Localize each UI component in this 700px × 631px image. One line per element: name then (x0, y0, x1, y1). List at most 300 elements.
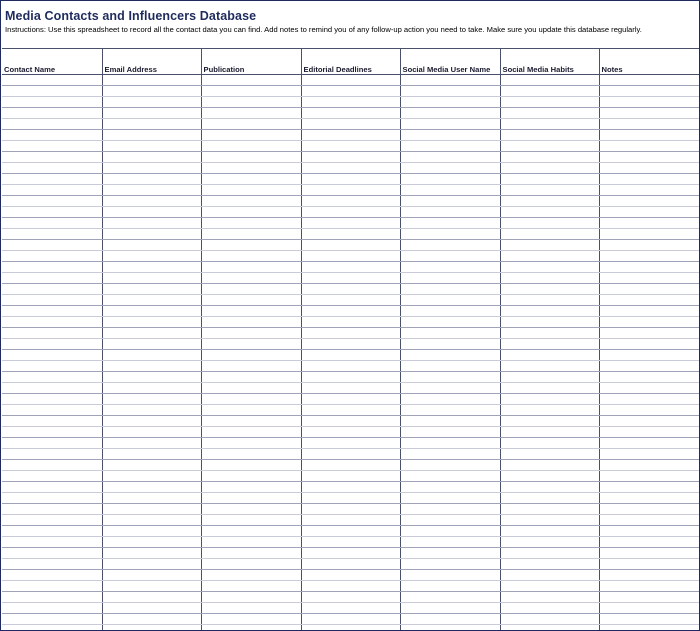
cell-social-media-habits[interactable] (500, 504, 599, 515)
cell-social-media-user-name[interactable] (400, 152, 500, 163)
cell-notes[interactable] (599, 119, 699, 130)
cell-social-media-habits[interactable] (500, 405, 599, 416)
cell-contact-name[interactable] (2, 97, 102, 108)
cell-publication[interactable] (201, 163, 301, 174)
cell-editorial-deadlines[interactable] (301, 350, 400, 361)
cell-social-media-user-name[interactable] (400, 460, 500, 471)
cell-publication[interactable] (201, 339, 301, 350)
cell-editorial-deadlines[interactable] (301, 339, 400, 350)
cell-publication[interactable] (201, 306, 301, 317)
cell-editorial-deadlines[interactable] (301, 284, 400, 295)
cell-contact-name[interactable] (2, 251, 102, 262)
cell-publication[interactable] (201, 240, 301, 251)
cell-notes[interactable] (599, 306, 699, 317)
cell-publication[interactable] (201, 229, 301, 240)
cell-social-media-user-name[interactable] (400, 416, 500, 427)
cell-contact-name[interactable] (2, 625, 102, 631)
column-header-publication[interactable]: Publication (201, 49, 301, 75)
cell-notes[interactable] (599, 482, 699, 493)
cell-email-address[interactable] (102, 460, 201, 471)
cell-contact-name[interactable] (2, 592, 102, 603)
cell-notes[interactable] (599, 229, 699, 240)
cell-email-address[interactable] (102, 416, 201, 427)
cell-editorial-deadlines[interactable] (301, 416, 400, 427)
cell-notes[interactable] (599, 372, 699, 383)
cell-editorial-deadlines[interactable] (301, 306, 400, 317)
cell-social-media-habits[interactable] (500, 240, 599, 251)
cell-social-media-habits[interactable] (500, 339, 599, 350)
cell-social-media-habits[interactable] (500, 284, 599, 295)
cell-social-media-habits[interactable] (500, 548, 599, 559)
cell-social-media-user-name[interactable] (400, 372, 500, 383)
cell-editorial-deadlines[interactable] (301, 504, 400, 515)
cell-publication[interactable] (201, 394, 301, 405)
cell-publication[interactable] (201, 130, 301, 141)
cell-notes[interactable] (599, 625, 699, 631)
cell-social-media-user-name[interactable] (400, 251, 500, 262)
cell-notes[interactable] (599, 526, 699, 537)
cell-editorial-deadlines[interactable] (301, 262, 400, 273)
cell-notes[interactable] (599, 383, 699, 394)
cell-publication[interactable] (201, 526, 301, 537)
cell-contact-name[interactable] (2, 196, 102, 207)
cell-email-address[interactable] (102, 372, 201, 383)
cell-editorial-deadlines[interactable] (301, 141, 400, 152)
cell-contact-name[interactable] (2, 504, 102, 515)
cell-social-media-user-name[interactable] (400, 240, 500, 251)
cell-social-media-user-name[interactable] (400, 328, 500, 339)
cell-editorial-deadlines[interactable] (301, 328, 400, 339)
cell-social-media-habits[interactable] (500, 438, 599, 449)
cell-social-media-habits[interactable] (500, 295, 599, 306)
cell-notes[interactable] (599, 273, 699, 284)
cell-notes[interactable] (599, 97, 699, 108)
cell-email-address[interactable] (102, 75, 201, 86)
cell-notes[interactable] (599, 130, 699, 141)
cell-publication[interactable] (201, 515, 301, 526)
cell-social-media-habits[interactable] (500, 350, 599, 361)
cell-social-media-habits[interactable] (500, 427, 599, 438)
cell-email-address[interactable] (102, 207, 201, 218)
cell-editorial-deadlines[interactable] (301, 86, 400, 97)
cell-editorial-deadlines[interactable] (301, 548, 400, 559)
cell-publication[interactable] (201, 493, 301, 504)
cell-editorial-deadlines[interactable] (301, 218, 400, 229)
cell-notes[interactable] (599, 416, 699, 427)
cell-social-media-user-name[interactable] (400, 262, 500, 273)
cell-publication[interactable] (201, 185, 301, 196)
cell-publication[interactable] (201, 119, 301, 130)
cell-notes[interactable] (599, 405, 699, 416)
cell-notes[interactable] (599, 328, 699, 339)
cell-social-media-habits[interactable] (500, 416, 599, 427)
cell-social-media-user-name[interactable] (400, 570, 500, 581)
cell-notes[interactable] (599, 460, 699, 471)
cell-email-address[interactable] (102, 559, 201, 570)
cell-notes[interactable] (599, 284, 699, 295)
cell-social-media-habits[interactable] (500, 218, 599, 229)
cell-social-media-user-name[interactable] (400, 548, 500, 559)
cell-email-address[interactable] (102, 570, 201, 581)
cell-publication[interactable] (201, 196, 301, 207)
cell-notes[interactable] (599, 317, 699, 328)
cell-social-media-user-name[interactable] (400, 581, 500, 592)
cell-publication[interactable] (201, 383, 301, 394)
cell-contact-name[interactable] (2, 218, 102, 229)
cell-email-address[interactable] (102, 482, 201, 493)
cell-email-address[interactable] (102, 471, 201, 482)
cell-email-address[interactable] (102, 108, 201, 119)
cell-contact-name[interactable] (2, 482, 102, 493)
cell-email-address[interactable] (102, 306, 201, 317)
cell-contact-name[interactable] (2, 174, 102, 185)
cell-publication[interactable] (201, 482, 301, 493)
cell-contact-name[interactable] (2, 493, 102, 504)
cell-notes[interactable] (599, 240, 699, 251)
cell-notes[interactable] (599, 108, 699, 119)
cell-social-media-user-name[interactable] (400, 350, 500, 361)
cell-notes[interactable] (599, 251, 699, 262)
cell-contact-name[interactable] (2, 515, 102, 526)
cell-social-media-user-name[interactable] (400, 449, 500, 460)
cell-publication[interactable] (201, 559, 301, 570)
cell-notes[interactable] (599, 86, 699, 97)
cell-email-address[interactable] (102, 86, 201, 97)
cell-email-address[interactable] (102, 229, 201, 240)
cell-publication[interactable] (201, 97, 301, 108)
cell-editorial-deadlines[interactable] (301, 427, 400, 438)
cell-publication[interactable] (201, 427, 301, 438)
cell-publication[interactable] (201, 141, 301, 152)
cell-notes[interactable] (599, 207, 699, 218)
cell-social-media-habits[interactable] (500, 196, 599, 207)
cell-contact-name[interactable] (2, 152, 102, 163)
cell-social-media-habits[interactable] (500, 372, 599, 383)
cell-contact-name[interactable] (2, 75, 102, 86)
cell-publication[interactable] (201, 350, 301, 361)
cell-publication[interactable] (201, 537, 301, 548)
cell-notes[interactable] (599, 75, 699, 86)
cell-contact-name[interactable] (2, 119, 102, 130)
cell-social-media-user-name[interactable] (400, 339, 500, 350)
cell-publication[interactable] (201, 295, 301, 306)
cell-publication[interactable] (201, 108, 301, 119)
cell-social-media-user-name[interactable] (400, 493, 500, 504)
cell-social-media-habits[interactable] (500, 570, 599, 581)
cell-notes[interactable] (599, 427, 699, 438)
cell-notes[interactable] (599, 262, 699, 273)
cell-email-address[interactable] (102, 504, 201, 515)
cell-social-media-user-name[interactable] (400, 537, 500, 548)
cell-publication[interactable] (201, 416, 301, 427)
cell-social-media-user-name[interactable] (400, 383, 500, 394)
cell-email-address[interactable] (102, 614, 201, 625)
cell-editorial-deadlines[interactable] (301, 438, 400, 449)
cell-notes[interactable] (599, 504, 699, 515)
cell-contact-name[interactable] (2, 130, 102, 141)
cell-editorial-deadlines[interactable] (301, 515, 400, 526)
cell-email-address[interactable] (102, 339, 201, 350)
cell-publication[interactable] (201, 174, 301, 185)
cell-social-media-habits[interactable] (500, 592, 599, 603)
cell-email-address[interactable] (102, 526, 201, 537)
cell-email-address[interactable] (102, 163, 201, 174)
cell-notes[interactable] (599, 548, 699, 559)
cell-email-address[interactable] (102, 581, 201, 592)
cell-contact-name[interactable] (2, 416, 102, 427)
cell-social-media-user-name[interactable] (400, 625, 500, 631)
cell-editorial-deadlines[interactable] (301, 196, 400, 207)
cell-contact-name[interactable] (2, 339, 102, 350)
cell-email-address[interactable] (102, 141, 201, 152)
cell-publication[interactable] (201, 361, 301, 372)
cell-email-address[interactable] (102, 284, 201, 295)
cell-contact-name[interactable] (2, 581, 102, 592)
cell-email-address[interactable] (102, 152, 201, 163)
cell-publication[interactable] (201, 405, 301, 416)
cell-editorial-deadlines[interactable] (301, 559, 400, 570)
cell-email-address[interactable] (102, 218, 201, 229)
cell-publication[interactable] (201, 86, 301, 97)
cell-notes[interactable] (599, 394, 699, 405)
cell-email-address[interactable] (102, 493, 201, 504)
cell-social-media-user-name[interactable] (400, 86, 500, 97)
cell-social-media-user-name[interactable] (400, 482, 500, 493)
cell-publication[interactable] (201, 218, 301, 229)
cell-social-media-habits[interactable] (500, 460, 599, 471)
cell-notes[interactable] (599, 295, 699, 306)
cell-email-address[interactable] (102, 394, 201, 405)
cell-contact-name[interactable] (2, 229, 102, 240)
cell-editorial-deadlines[interactable] (301, 372, 400, 383)
cell-social-media-user-name[interactable] (400, 559, 500, 570)
cell-editorial-deadlines[interactable] (301, 174, 400, 185)
cell-social-media-habits[interactable] (500, 97, 599, 108)
cell-social-media-habits[interactable] (500, 152, 599, 163)
cell-publication[interactable] (201, 317, 301, 328)
cell-editorial-deadlines[interactable] (301, 526, 400, 537)
cell-editorial-deadlines[interactable] (301, 163, 400, 174)
cell-social-media-habits[interactable] (500, 207, 599, 218)
cell-contact-name[interactable] (2, 317, 102, 328)
cell-editorial-deadlines[interactable] (301, 152, 400, 163)
cell-notes[interactable] (599, 559, 699, 570)
cell-social-media-user-name[interactable] (400, 526, 500, 537)
cell-email-address[interactable] (102, 361, 201, 372)
cell-social-media-habits[interactable] (500, 471, 599, 482)
cell-email-address[interactable] (102, 350, 201, 361)
cell-publication[interactable] (201, 207, 301, 218)
cell-email-address[interactable] (102, 273, 201, 284)
cell-publication[interactable] (201, 328, 301, 339)
cell-social-media-user-name[interactable] (400, 515, 500, 526)
cell-social-media-user-name[interactable] (400, 405, 500, 416)
cell-publication[interactable] (201, 625, 301, 631)
cell-social-media-user-name[interactable] (400, 174, 500, 185)
cell-notes[interactable] (599, 570, 699, 581)
cell-editorial-deadlines[interactable] (301, 460, 400, 471)
cell-notes[interactable] (599, 196, 699, 207)
cell-editorial-deadlines[interactable] (301, 471, 400, 482)
cell-social-media-habits[interactable] (500, 108, 599, 119)
cell-publication[interactable] (201, 438, 301, 449)
cell-editorial-deadlines[interactable] (301, 405, 400, 416)
cell-social-media-habits[interactable] (500, 537, 599, 548)
cell-notes[interactable] (599, 361, 699, 372)
cell-social-media-habits[interactable] (500, 493, 599, 504)
column-header-email-address[interactable]: Email Address (102, 49, 201, 75)
cell-contact-name[interactable] (2, 328, 102, 339)
cell-editorial-deadlines[interactable] (301, 317, 400, 328)
cell-editorial-deadlines[interactable] (301, 97, 400, 108)
cell-publication[interactable] (201, 460, 301, 471)
cell-contact-name[interactable] (2, 570, 102, 581)
cell-notes[interactable] (599, 449, 699, 460)
cell-email-address[interactable] (102, 427, 201, 438)
cell-contact-name[interactable] (2, 548, 102, 559)
cell-contact-name[interactable] (2, 559, 102, 570)
cell-contact-name[interactable] (2, 163, 102, 174)
cell-editorial-deadlines[interactable] (301, 482, 400, 493)
cell-notes[interactable] (599, 493, 699, 504)
cell-social-media-habits[interactable] (500, 141, 599, 152)
cell-social-media-habits[interactable] (500, 262, 599, 273)
cell-email-address[interactable] (102, 174, 201, 185)
cell-social-media-user-name[interactable] (400, 185, 500, 196)
cell-editorial-deadlines[interactable] (301, 130, 400, 141)
cell-contact-name[interactable] (2, 383, 102, 394)
cell-publication[interactable] (201, 614, 301, 625)
column-header-social-media-user-name[interactable]: Social Media User Name (400, 49, 500, 75)
cell-contact-name[interactable] (2, 526, 102, 537)
cell-social-media-habits[interactable] (500, 625, 599, 631)
cell-editorial-deadlines[interactable] (301, 493, 400, 504)
cell-editorial-deadlines[interactable] (301, 449, 400, 460)
cell-social-media-habits[interactable] (500, 581, 599, 592)
cell-publication[interactable] (201, 449, 301, 460)
cell-editorial-deadlines[interactable] (301, 75, 400, 86)
cell-notes[interactable] (599, 163, 699, 174)
cell-notes[interactable] (599, 218, 699, 229)
cell-contact-name[interactable] (2, 372, 102, 383)
cell-publication[interactable] (201, 372, 301, 383)
cell-publication[interactable] (201, 504, 301, 515)
cell-email-address[interactable] (102, 449, 201, 460)
cell-notes[interactable] (599, 537, 699, 548)
cell-editorial-deadlines[interactable] (301, 251, 400, 262)
cell-social-media-habits[interactable] (500, 526, 599, 537)
cell-social-media-habits[interactable] (500, 119, 599, 130)
cell-social-media-habits[interactable] (500, 383, 599, 394)
cell-social-media-user-name[interactable] (400, 592, 500, 603)
cell-social-media-user-name[interactable] (400, 603, 500, 614)
cell-email-address[interactable] (102, 603, 201, 614)
cell-email-address[interactable] (102, 196, 201, 207)
cell-contact-name[interactable] (2, 86, 102, 97)
cell-editorial-deadlines[interactable] (301, 108, 400, 119)
cell-contact-name[interactable] (2, 306, 102, 317)
cell-editorial-deadlines[interactable] (301, 240, 400, 251)
cell-social-media-user-name[interactable] (400, 218, 500, 229)
cell-contact-name[interactable] (2, 614, 102, 625)
cell-contact-name[interactable] (2, 603, 102, 614)
cell-social-media-user-name[interactable] (400, 306, 500, 317)
cell-editorial-deadlines[interactable] (301, 581, 400, 592)
cell-notes[interactable] (599, 185, 699, 196)
cell-social-media-habits[interactable] (500, 515, 599, 526)
cell-social-media-user-name[interactable] (400, 163, 500, 174)
cell-social-media-habits[interactable] (500, 174, 599, 185)
cell-notes[interactable] (599, 141, 699, 152)
cell-notes[interactable] (599, 471, 699, 482)
cell-contact-name[interactable] (2, 394, 102, 405)
cell-email-address[interactable] (102, 251, 201, 262)
cell-email-address[interactable] (102, 317, 201, 328)
cell-social-media-habits[interactable] (500, 306, 599, 317)
cell-publication[interactable] (201, 152, 301, 163)
cell-social-media-user-name[interactable] (400, 471, 500, 482)
cell-social-media-habits[interactable] (500, 75, 599, 86)
cell-social-media-user-name[interactable] (400, 196, 500, 207)
cell-social-media-user-name[interactable] (400, 97, 500, 108)
cell-email-address[interactable] (102, 548, 201, 559)
cell-social-media-user-name[interactable] (400, 273, 500, 284)
cell-social-media-user-name[interactable] (400, 75, 500, 86)
cell-social-media-user-name[interactable] (400, 108, 500, 119)
cell-email-address[interactable] (102, 438, 201, 449)
cell-social-media-user-name[interactable] (400, 295, 500, 306)
cell-social-media-habits[interactable] (500, 482, 599, 493)
cell-notes[interactable] (599, 603, 699, 614)
cell-social-media-user-name[interactable] (400, 317, 500, 328)
cell-email-address[interactable] (102, 515, 201, 526)
cell-publication[interactable] (201, 251, 301, 262)
cell-email-address[interactable] (102, 262, 201, 273)
cell-publication[interactable] (201, 273, 301, 284)
cell-social-media-user-name[interactable] (400, 394, 500, 405)
cell-contact-name[interactable] (2, 185, 102, 196)
cell-contact-name[interactable] (2, 141, 102, 152)
cell-contact-name[interactable] (2, 262, 102, 273)
cell-contact-name[interactable] (2, 438, 102, 449)
cell-social-media-habits[interactable] (500, 361, 599, 372)
cell-social-media-user-name[interactable] (400, 614, 500, 625)
cell-editorial-deadlines[interactable] (301, 185, 400, 196)
cell-editorial-deadlines[interactable] (301, 273, 400, 284)
cell-contact-name[interactable] (2, 471, 102, 482)
cell-editorial-deadlines[interactable] (301, 295, 400, 306)
cell-social-media-user-name[interactable] (400, 361, 500, 372)
cell-editorial-deadlines[interactable] (301, 119, 400, 130)
cell-notes[interactable] (599, 515, 699, 526)
column-header-social-media-habits[interactable]: Social Media Habits (500, 49, 599, 75)
cell-contact-name[interactable] (2, 350, 102, 361)
cell-contact-name[interactable] (2, 537, 102, 548)
cell-editorial-deadlines[interactable] (301, 229, 400, 240)
cell-email-address[interactable] (102, 592, 201, 603)
cell-social-media-habits[interactable] (500, 328, 599, 339)
cell-publication[interactable] (201, 548, 301, 559)
cell-notes[interactable] (599, 152, 699, 163)
cell-email-address[interactable] (102, 625, 201, 631)
cell-editorial-deadlines[interactable] (301, 537, 400, 548)
cell-editorial-deadlines[interactable] (301, 625, 400, 631)
cell-social-media-habits[interactable] (500, 559, 599, 570)
cell-social-media-user-name[interactable] (400, 504, 500, 515)
cell-notes[interactable] (599, 350, 699, 361)
cell-social-media-user-name[interactable] (400, 284, 500, 295)
cell-editorial-deadlines[interactable] (301, 361, 400, 372)
